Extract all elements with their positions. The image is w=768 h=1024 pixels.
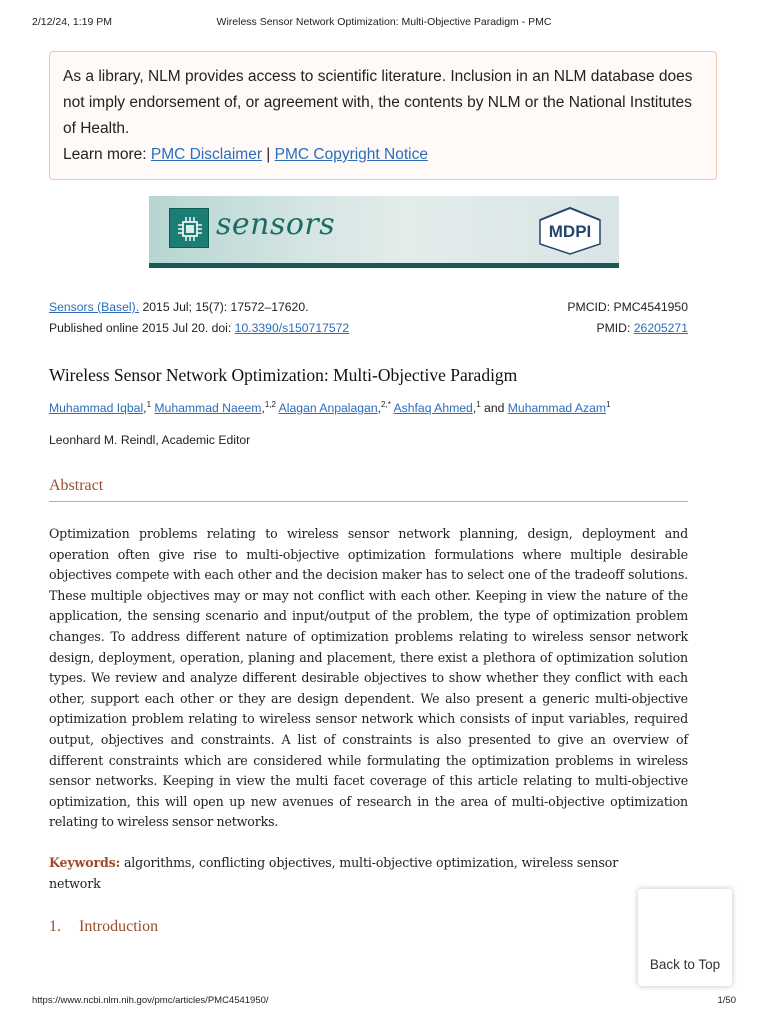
pmid-label: PMID:: [596, 321, 631, 335]
author-affiliation: 1,2: [264, 400, 276, 409]
pmid-link[interactable]: 26205271: [633, 321, 688, 335]
author-link[interactable]: Muhammad Azam: [507, 401, 606, 416]
author-list: Muhammad Iqbal,$^1$ Muhammad Naeem,$^{1,2}$ Alagan Anpalagan,$^{2,*}$ Ashfaq Ahmed,$^1$ and Muhammad Azam$^1$: [49, 400, 611, 416]
chip-icon: [169, 208, 209, 248]
author-link[interactable]: Alagan Anpalagan: [278, 401, 378, 416]
nlm-notice: [49, 51, 717, 180]
abstract-heading: Abstract: [49, 477, 688, 502]
print-footer: [32, 995, 736, 1009]
citation-block: [49, 300, 688, 342]
introduction-heading: [49, 918, 158, 936]
print-page-number: 1/50: [717, 995, 736, 1006]
author-affiliation: 1: [606, 400, 611, 409]
back-to-top-label: Back to Top: [649, 957, 721, 972]
print-header: [32, 16, 736, 32]
mdpi-logo: [534, 206, 606, 256]
author-link[interactable]: Muhammad Naeem: [154, 401, 262, 416]
author-affiliation: 1: [476, 400, 481, 409]
article-title: Wireless Sensor Network Optimization: Multi-Objective Paradigm: [49, 365, 518, 385]
section-number: 1.: [49, 918, 61, 935]
doi-link[interactable]: 10.3390/s150717572: [234, 321, 350, 335]
section-title: Introduction: [79, 918, 159, 935]
print-url: https://www.ncbi.nlm.nih.gov/pmc/articles/PMC4541950/: [32, 995, 269, 1006]
author-link[interactable]: Ashfaq Ahmed: [393, 401, 473, 416]
journal-name: sensors: [216, 207, 336, 242]
published-online: Published online 2015 Jul 20. doi:: [49, 321, 232, 335]
author-link[interactable]: Muhammad Iqbal: [49, 401, 144, 416]
back-to-top-button[interactable]: [638, 889, 732, 986]
pmc-disclaimer-link[interactable]: PMC Disclaimer: [150, 146, 262, 163]
citation-details: 2015 Jul; 15(7): 17572–17620.: [142, 300, 309, 314]
citation-row-2: [49, 321, 688, 342]
pmid: [597, 321, 688, 336]
mdpi-logo-text: MDPI: [548, 222, 592, 241]
and-word: and: [484, 401, 505, 416]
print-page-title: Wireless Sensor Network Optimization: Multi-Objective Paradigm - PMC: [216, 16, 552, 28]
learn-more-label: Learn more:: [63, 146, 147, 163]
author-affiliation: 2,*: [381, 400, 391, 409]
journal-link[interactable]: Sensors (Basel).: [49, 300, 140, 314]
citation-row-1: [49, 300, 688, 321]
pmc-copyright-link[interactable]: PMC Copyright Notice: [274, 146, 428, 163]
keywords-text: algorithms, conflicting objectives, multi-objective optimization, wireless sensor network: [49, 855, 619, 891]
keywords-label: Keywords:: [49, 855, 121, 870]
pmcid: PMCID: PMC4541950: [567, 300, 688, 314]
journal-banner[interactable]: [149, 196, 619, 268]
link-separator: |: [266, 146, 271, 163]
notice-text: As a library, NLM provides access to scientific literature. Inclusion in an NLM database does not imply endorsement of, or agreement with, the contents by NLM or the National Institutes of Health.: [63, 68, 693, 137]
print-datetime: 2/12/24, 1:19 PM: [32, 16, 112, 28]
author-affiliation: 1: [146, 400, 152, 409]
academic-editor: Leonhard M. Reindl, Academic Editor: [49, 433, 251, 447]
notice-learn-more: [63, 142, 703, 168]
keywords: [49, 852, 669, 894]
abstract-text: Optimization problems relating to wireless sensor network planning, design, deployment and operation often give rise to multi-objective optimization formulations where multiple desirable objectives compete with each other and the decision maker has to select one of the tradeoff solutions. These multiple objectives may or may not conflict with each other. Keeping in view the nature of the application, the sensing scenario and input/output of the problem, the type of optimization problem changes. To address different nature of optimization problems relating to wireless sensor network design, deployment, operation, planing and placement, there exist a plethora of optimization solution types. We review and analyze different desirable objectives to show whether they conflict with each other, support each other or they are design dependent. We also present a generic multi-objective optimization problem relating to wireless sensor network which consists of input variables, required output, objectives and constraints. A list of constraints is also presented to give an overview of different constraints which are considered while formulating the optimization problems in wireless sensor networks. Keeping in view the multi facet coverage of this article relating to multi-objective optimization, this will open up new avenues of research in the area of multi-objective optimization relating to wireless sensor networks.: [49, 526, 688, 830]
